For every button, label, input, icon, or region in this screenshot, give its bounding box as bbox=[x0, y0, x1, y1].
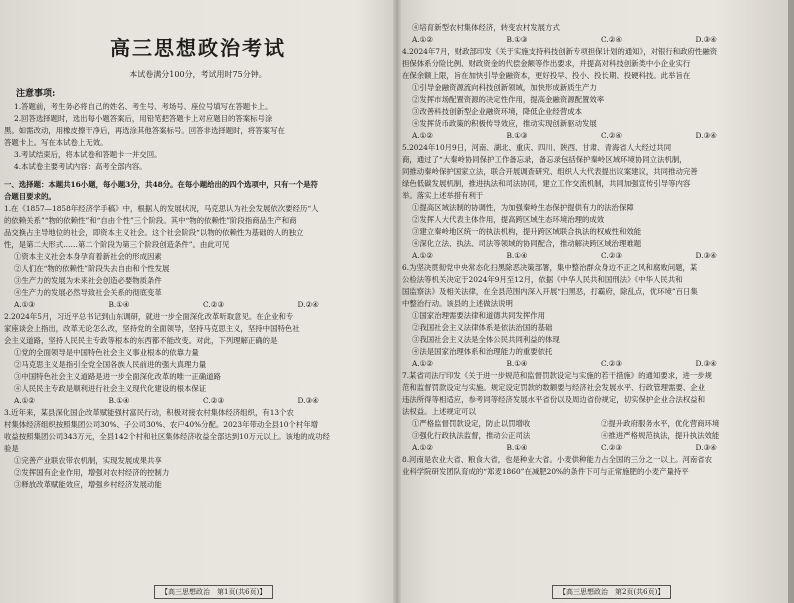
question-4-line: 4.2024年7月，财政部印发《关于实施支持科技创新专项担保计划的通知》，对银行和政府性融资 bbox=[402, 47, 718, 56]
question-2-choices bbox=[4, 395, 392, 407]
question-6-option: ③我国社会主义法是全体公民共同利益的体现 bbox=[412, 335, 560, 344]
right-page bbox=[402, 0, 790, 603]
choice-b: B.①③ bbox=[506, 131, 528, 140]
choice-b: B.①④ bbox=[108, 300, 130, 309]
question-1-line: 品交换占主导地位的社会，即资本主义社会。这个社会阶段“以物的依赖性为基础的人的独立 bbox=[4, 228, 304, 237]
question-7-line: 范和监督罚款设定与实施。规定设定罚款的数额要与经济社会发展水平、行政管理需要、企业 bbox=[402, 383, 706, 392]
question-3-line: 验是 bbox=[4, 444, 19, 453]
choice-d: D.③④ bbox=[695, 131, 717, 140]
question-7-option: ④推进严格规范执法，提升执法效能 bbox=[601, 431, 720, 440]
notice-line: 答题卡上。写在本试卷上无效。 bbox=[4, 138, 108, 147]
section-heading: 一、选择题：本题共16小题，每小题3分，共48分。在每小题给出的四个选项中，只有一个是符 bbox=[4, 180, 318, 189]
question-4-option: ②发挥市场配置资源的决定性作用，提高金融资源配置效率 bbox=[412, 95, 605, 104]
question-7-line: 7.某省司法厅印发《关于进一步规范和监督罚款设定与实施的若干措施》的通知要求，进一步规 bbox=[402, 371, 713, 380]
question-4-option: ①引导金融资源流向科技创新领域，加快形成新质生产力 bbox=[412, 83, 597, 92]
question-6-line: 公检法等机关决定于2024年9月至12月，依据《中华人民共和国刑法》《中华人民共和 bbox=[402, 275, 683, 284]
notice-line: 4.本试卷主要考试内容：高考全部内容。 bbox=[14, 162, 147, 171]
question-6-line: 国监察法》及相关法律，在全县范围内深入开展“扫黑恶，打霸府，除乱点，优环境”百日集 bbox=[402, 287, 698, 296]
notice-line: 2.回答选择题时，选出每小题答案后，用铅笔把答题卡上对应题目的答案标号涂 bbox=[14, 114, 273, 123]
question-5-choices bbox=[402, 250, 790, 262]
question-5-option: ④深化立法、执法、司法等领域的协同配合，推动解决跨区域治理难题 bbox=[412, 239, 642, 248]
question-1-choices bbox=[4, 299, 392, 311]
choice-c: C.②④ bbox=[601, 131, 622, 140]
choice-d: D.③④ bbox=[695, 35, 717, 44]
page-spine bbox=[393, 0, 401, 603]
exam-intro: 本试卷满分100分，考试用时75分钟。 bbox=[129, 70, 267, 79]
choice-d: D.③④ bbox=[695, 359, 717, 368]
choice-a: A.①② bbox=[412, 443, 433, 452]
question-4-option: ④发挥货币政策的积极传导效应，推动实现创新驱动发展 bbox=[412, 119, 597, 128]
question-3-option: ②发挥国有企业作用，增强对农村经济的控制力 bbox=[14, 468, 170, 477]
question-6-line: 6.为坚决贯彻党中央常态化扫黑除恶决策部署，集中整治群众身边不正之风和腐败问题，某 bbox=[402, 263, 698, 272]
question-1-line: 的依赖关系”“物的依赖性”和“自由个性”三个阶段。其中“物的依赖性”阶段指商品生产和商 bbox=[4, 216, 297, 225]
question-3-line: 3.近年来，某县深化国企改革赋能强村富民行动，积极对接农村集体经济组织，有13个农 bbox=[4, 408, 294, 417]
question-2-option: ③中国特色社会主义道路是进一步全面深化改革的唯一正确道路 bbox=[14, 372, 221, 381]
question-1-line: 1.在《1857—1858年经济学手稿》中，根据人的发展状况，马克思认为社会发展依次要经历“人 bbox=[4, 204, 319, 213]
choice-c: C.②④ bbox=[601, 35, 622, 44]
question-3-line: 收益按照集团公司343万元，全县142个村和社区集体经济收益全部达到10万元以上。该地的成功经 bbox=[4, 432, 330, 441]
choice-b: B.①④ bbox=[506, 251, 528, 260]
page-footer: 【高三思想政治 第1页(共6页)】 bbox=[154, 585, 273, 599]
notice-header: 注意事项: bbox=[16, 89, 56, 99]
question-5-line: 商，通过了“大秦岭协同保护工作备忘录，备忘录包括保护秦岭区域环境协同立法机制， bbox=[402, 155, 687, 164]
choice-b: B.①③ bbox=[506, 35, 528, 44]
choice-a: A.①② bbox=[14, 396, 35, 405]
choice-a: A.①② bbox=[412, 359, 433, 368]
question-3-line: 村集体经济组织按照集团公司30%、子公司30%、农户40%分配。2023年带动全县10个村年增 bbox=[4, 420, 318, 429]
question-3-option: ④培育新型农村集体经济，转变农村发展方式 bbox=[412, 23, 560, 32]
question-1-line: 性，是第二大形式……第二个阶段为第三个阶段创造条件”。由此可见 bbox=[4, 240, 230, 249]
question-5-line: 同推动秦岭保护国家立法，联合开展调查研究、组织人大代表提出议案建议，共同推动完善 bbox=[402, 167, 698, 176]
question-8-line: 8.河南是农业大省、粮食大省，也是种业大省。小麦供种能力占全国的三分之一以上。河南省农 bbox=[402, 455, 713, 464]
question-6-option: ④法是国家治理体系和治理能力的重要依托 bbox=[412, 347, 553, 356]
choice-a: A.①② bbox=[412, 35, 433, 44]
question-7-options-row bbox=[402, 430, 790, 442]
question-5-line: 举。落实上述举措有利于 bbox=[402, 191, 484, 200]
question-7-line: 法权益。上述规定可以 bbox=[402, 407, 476, 416]
question-6-option: ②我国社会主义法律体系是依法治国的基础 bbox=[412, 323, 553, 332]
question-4-choices bbox=[402, 130, 790, 142]
choice-a: A.①③ bbox=[14, 300, 35, 309]
question-4-option: ③改善科技创新型企业融资环境，降低企业经营成本 bbox=[412, 107, 582, 116]
question-8-line: 业科学院研发团队育成的“郑麦1860”在减肥20%的条件下可与正常施肥的小麦产量持平 bbox=[402, 467, 689, 476]
notice-line: 3.考试结束后，将本试卷和答题卡一并交回。 bbox=[14, 150, 162, 159]
question-7-option: ③强化行政执法监督，推动公正司法 bbox=[412, 431, 531, 440]
question-7-option: ②提升政府服务水平，优化营商环境 bbox=[601, 419, 720, 428]
question-2-line: 会主义道路，坚持人民民主专政等根本的东西都不能改变。对此，下列理解正确的是 bbox=[4, 336, 278, 345]
question-6-option: ①国家治理需要法律和道德共同发挥作用 bbox=[412, 311, 546, 320]
question-7-options-row bbox=[402, 418, 790, 430]
question-4-line: 担保体系分险比例、财政资金的代偿金额等作出要求，并提高对科技创新类中小企业实行 bbox=[402, 59, 691, 68]
question-7-choices bbox=[402, 442, 790, 454]
choice-b: B.①④ bbox=[506, 359, 528, 368]
question-1-option: ④生产力的发展必然导致社会关系的彻底变革 bbox=[14, 288, 162, 297]
question-7-option: ①严格监督罚款设定，防止以罚增收 bbox=[412, 419, 531, 428]
choice-a: A.①② bbox=[412, 251, 433, 260]
choice-a: A.①② bbox=[412, 131, 433, 140]
question-5-option: ①提高区域法制的协调性，为加强秦岭生态保护提供有力的法治保障 bbox=[412, 203, 634, 212]
notice-line: 黑。如需改动，用橡皮擦干净后，再选涂其他答案标号。回答非选择题时，将答案写在 bbox=[4, 126, 285, 135]
question-3-choices bbox=[402, 34, 790, 46]
choice-c: C.②③ bbox=[601, 443, 622, 452]
question-2-option: ④人民民主专政是顺利进行社会主义现代化建设的根本保证 bbox=[14, 384, 207, 393]
question-3-option: ③释放改革赋能效应，增强乡村经济发展动能 bbox=[14, 480, 162, 489]
notice-line: 1.答题前，考生务必将自己的姓名、考生号、考场号、座位号填写在答题卡上。 bbox=[14, 102, 273, 111]
left-page bbox=[4, 0, 392, 603]
choice-c: C.②③ bbox=[601, 359, 622, 368]
choice-d: D.③④ bbox=[695, 251, 717, 260]
exam-title: 高三思想政治考试 bbox=[110, 36, 286, 60]
choice-d: D.③④ bbox=[297, 396, 319, 405]
question-1-option: ②人们在“物的依赖性”阶段失去自由和个性发展 bbox=[14, 264, 170, 273]
question-4-line: 在保余额上限，旨在加快引导金融资本，更好投早、投小、投长期、投硬科技。此举旨在 bbox=[402, 71, 691, 80]
question-6-choices bbox=[402, 358, 790, 370]
question-1-option: ③生产力的发展为未来社会创造必要物质条件 bbox=[14, 276, 162, 285]
question-2-line: 2.2024年5月，习近平总书记到山东调研，就进一步全面深化改革听取意见。在企业和专 bbox=[4, 312, 294, 321]
question-2-option: ②马克思主义是指引全党全国各族人民前进的强大真理力量 bbox=[14, 360, 207, 369]
question-5-line: 绿色低碳发展机制，推进执法和司法协同，建立工作交流机制，共同加强宣传引导等内容 bbox=[402, 179, 691, 188]
question-1-option: ①资本主义社会本身孕育着新社会的形成因素 bbox=[14, 252, 162, 261]
choice-d: D.③④ bbox=[695, 443, 717, 452]
section-heading-cont: 合题目要求的。 bbox=[4, 192, 56, 201]
page-footer: 【高三思想政治 第2页(共6页)】 bbox=[552, 585, 671, 599]
question-5-option: ②发挥人大代表主体作用，提高跨区域生态环境治理的成效 bbox=[412, 215, 605, 224]
question-6-line: 中整治行动。该县的上述做法说明 bbox=[402, 299, 513, 308]
choice-c: C.②③ bbox=[203, 396, 224, 405]
question-2-line: 家座谈会上指出，改革无论怎么改，坚持党的全面领导，坚持马克思主义，坚持中国特色社 bbox=[4, 324, 300, 333]
choice-c: C.②③ bbox=[601, 251, 622, 260]
question-3-option: ①完善产业联农带农机制，实现发展成果共享 bbox=[14, 456, 162, 465]
question-2-option: ①党的全面领导是中国特色社会主义事业根本的依靠力量 bbox=[14, 348, 199, 357]
choice-b: B.①④ bbox=[108, 396, 130, 405]
question-5-line: 5.2024年10月9日，河南、湖北、重庆、四川、陕西、甘肃、青海省人大经过共同 bbox=[402, 143, 672, 152]
choice-c: C.②③ bbox=[203, 300, 224, 309]
question-7-line: 违法所得等相适应，参考同等经济发展水平省份以及周边省份规定，切实保护企业合法权益和 bbox=[402, 395, 706, 404]
choice-b: B.①④ bbox=[506, 443, 528, 452]
choice-d: D.②④ bbox=[297, 300, 319, 309]
question-5-option: ③建立秦岭地区统一的执法机构，提升跨区域联合执法的权威性和效能 bbox=[412, 227, 642, 236]
